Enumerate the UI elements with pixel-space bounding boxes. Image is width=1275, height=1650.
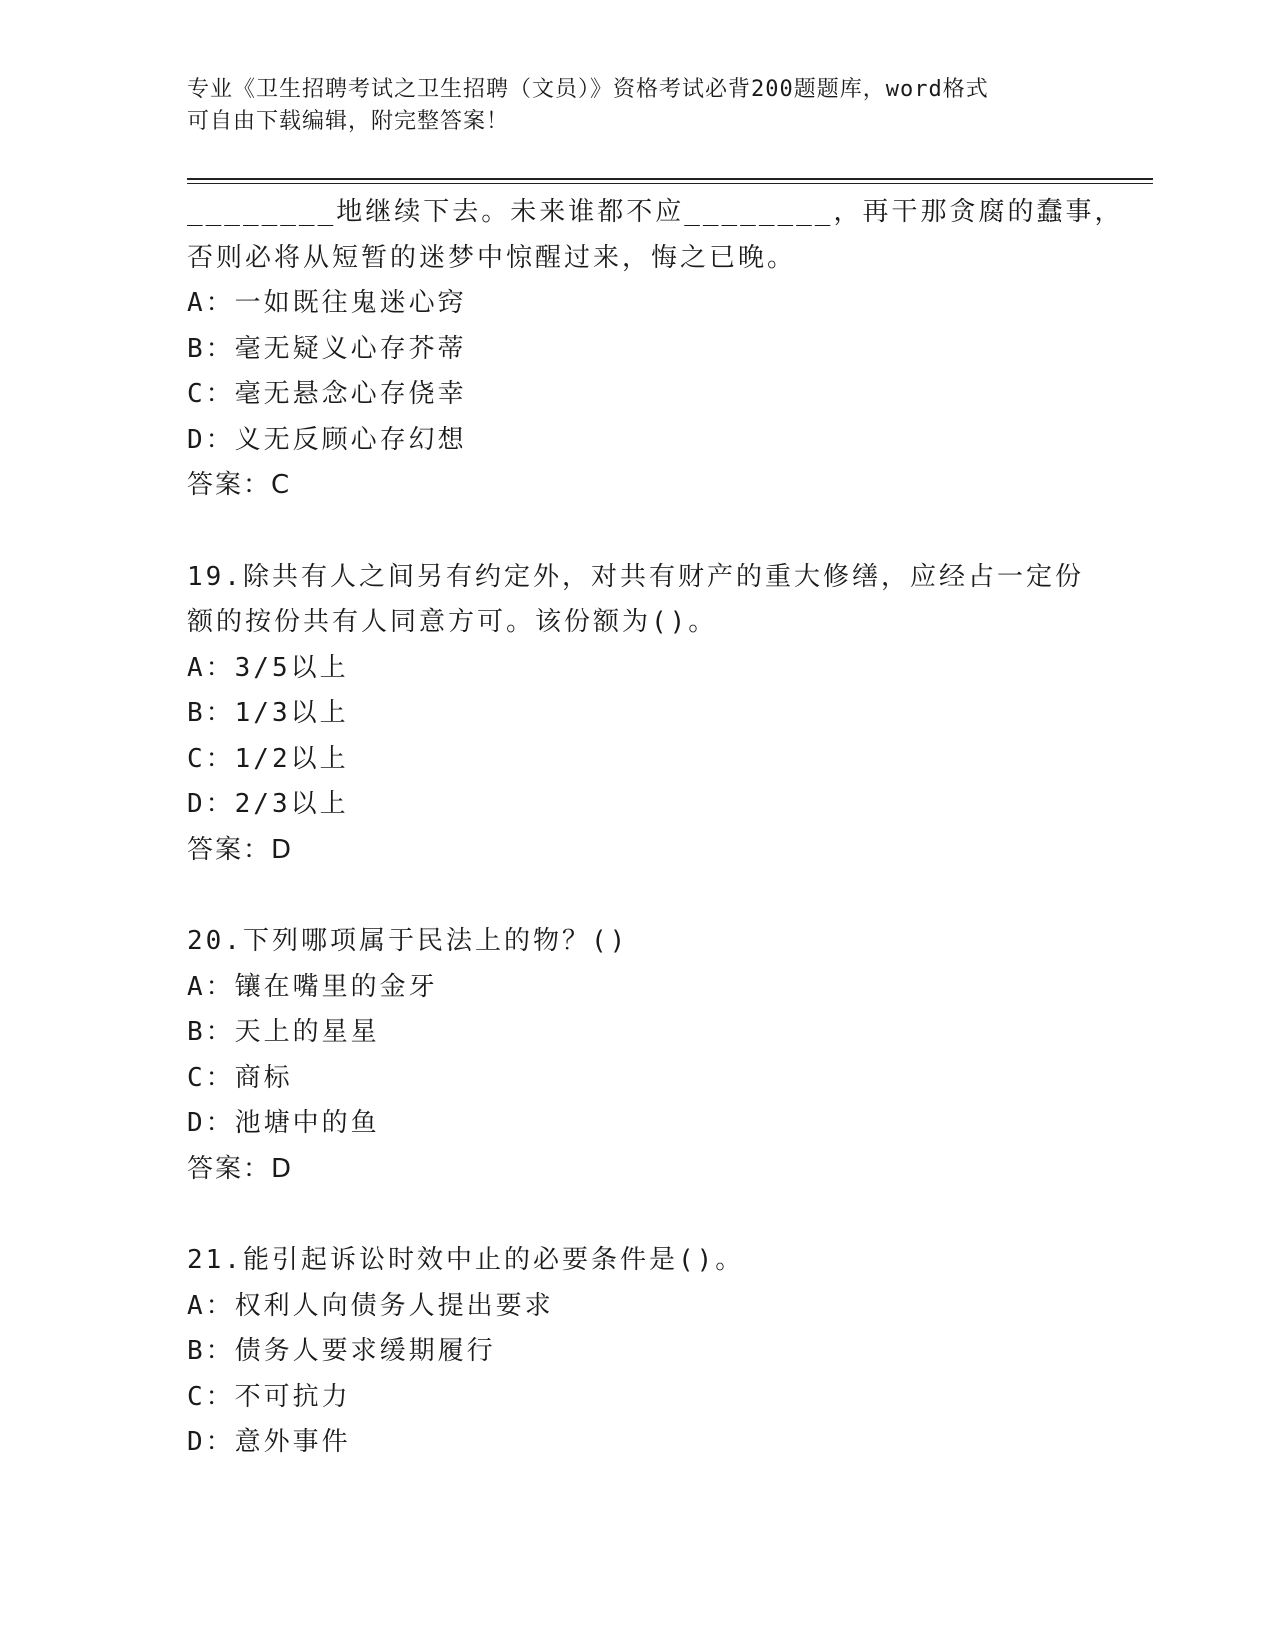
header-divider-thin bbox=[187, 183, 1153, 184]
option-d: D：池塘中的鱼 bbox=[187, 1108, 380, 1138]
header-divider-thick bbox=[187, 178, 1153, 180]
question-list bbox=[187, 190, 1124, 1466]
option-a: A：3/5以上 bbox=[187, 652, 349, 683]
question-text: 20.下列哪项属于民法上的物？() bbox=[187, 926, 629, 956]
document-header bbox=[187, 74, 1067, 138]
option-c: C：不可抗力 bbox=[187, 1381, 351, 1412]
option-d: D：2/3以上 bbox=[187, 789, 349, 819]
question-21 bbox=[187, 1238, 1087, 1466]
option-a: A：权利人向债务人提出要求 bbox=[187, 1290, 554, 1321]
answer: 答案：C bbox=[187, 470, 292, 500]
option-b: B：债务人要求缓期履行 bbox=[187, 1336, 496, 1366]
option-d: D：意外事件 bbox=[187, 1427, 351, 1457]
option-b: B：毫无疑义心存芥蒂 bbox=[187, 333, 467, 364]
question-text: 21.能引起诉讼时效中止的必要条件是()。 bbox=[187, 1245, 745, 1275]
option-d: D：义无反顾心存幻想 bbox=[187, 424, 467, 455]
question-text: ________地继续下去。未来谁都不应________，再干那贪腐的蠢事， bbox=[187, 197, 1124, 227]
option-c: C：毫无悬念心存侥幸 bbox=[187, 379, 467, 409]
question-text: 19.除共有人之间另有约定外，对共有财产的重大修缮，应经占一定份 bbox=[187, 561, 1084, 592]
option-b: B：1/3以上 bbox=[187, 698, 349, 728]
answer: 答案：D bbox=[187, 834, 294, 865]
header-line-2: 可自由下载编辑，附完整答案！ bbox=[187, 109, 510, 134]
answer: 答案：D bbox=[187, 1153, 294, 1184]
question-19 bbox=[187, 555, 1087, 874]
option-c: C：商标 bbox=[187, 1062, 293, 1093]
question-20 bbox=[187, 919, 1087, 1192]
option-c: C：1/2以上 bbox=[187, 743, 349, 774]
header-line-1: 专业《卫生招聘考试之卫生招聘（文员）》资格考试必背200题题库，word格式 bbox=[187, 77, 989, 102]
question-18 bbox=[187, 190, 1124, 509]
option-a: A：镶在嘴里的金牙 bbox=[187, 971, 438, 1002]
question-text: 额的按份共有人同意方可。该份额为()。 bbox=[187, 607, 718, 637]
option-a: A：一如既往鬼迷心窍 bbox=[187, 288, 467, 318]
question-text: 否则必将从短暂的迷梦中惊醒过来，悔之已晚。 bbox=[187, 242, 797, 273]
option-b: B：天上的星星 bbox=[187, 1017, 380, 1047]
